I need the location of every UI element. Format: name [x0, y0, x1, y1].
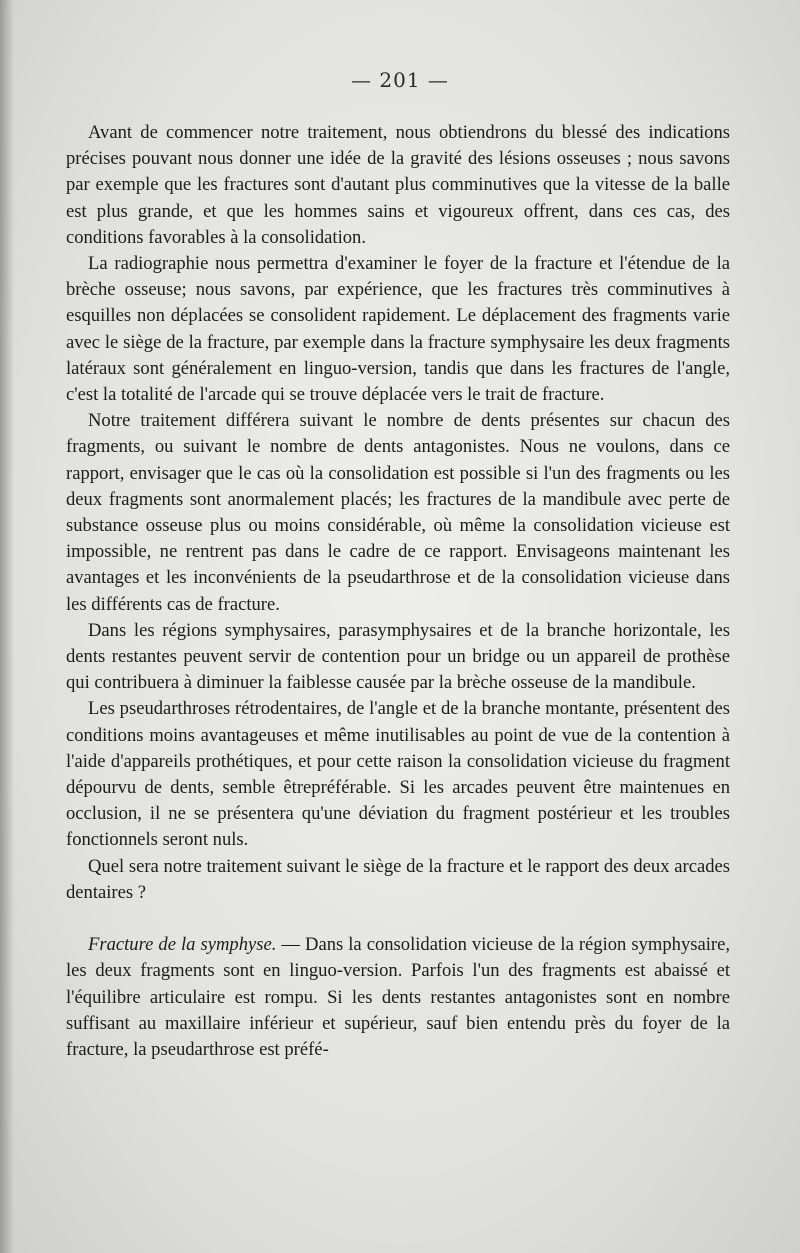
section-heading: Fracture de la symphyse.: [88, 934, 277, 956]
section-text: — Dans la consolidation vicieuse de la région symphysaire, les deux fragments sont en linguo-version. Parfois l'un des fragments est abaissé et l'équilibre articulaire est rompu. Si les dents restantes antagonistes sont en nombre suffisant au maxillaire inférieur et supérieur, sauf bien entendu près du foyer de la fracture, la pseudarthrose est préfé-: [66, 934, 731, 1060]
body-text: [66, 120, 730, 1063]
paragraph-1: Avant de commencer notre traitement, nous obtiendrons du blessé des indications précises pouvant nous donner une idée de la gravité des lésions osseuses ; nous savons par exemple que les fractures sont d'autant plus comminutives que la vitesse de la balle est plus grande, et que les hommes sains et vigoureux offrent, dans ces cas, des conditions favorables à la consolidation.: [66, 122, 730, 248]
paragraph-4: Dans les régions symphysaires, parasymphysaires et de la branche horizontale, les dents restantes peuvent servir de contention pour un bridge ou un appareil de prothèse qui contribuera à diminuer la faiblesse causée par la brèche osseuse de la mandibule.: [66, 619, 730, 694]
paragraph-5: Les pseudarthroses rétrodentaires, de l'angle et de la branche montante, présentent des conditions moins avantageuses et même inutilisables au point de vue de la contention à l'aide d'appareils prothétiques, et pour cette raison la consolidation vicieuse du fragment dépourvu de dents, semble êtrepréférable. Si les arcades peuvent être maintenues en occlusion, il ne se présentera qu'une déviation du fragment postérieur et les troubles fonctionnels seront nuls.: [66, 698, 730, 851]
page-binding-shadow: [0, 0, 14, 1253]
paragraph-2: La radiographie nous permettra d'examiner le foyer de la fracture et l'étendue de la brèche osseuse; nous savons, par expérience, que les fractures très comminutives à esquilles non déplacées se consolident rapidement. Le déplacement des fragments varie avec le siège de la fracture, par exemple dans la fracture symphysaire les deux fragments latéraux sont généralement en linguo-version, tandis que dans les fractures de l'angle, c'est la totalité de l'arcade qui se trouve déplacée vers le trait de fracture.: [66, 253, 730, 406]
page-number: — 201 —: [351, 68, 449, 92]
paragraph-3: Notre traitement différera suivant le nombre de dents présentes sur chacun des fragments, ou suivant le nombre de dents antagonistes. Nous ne voulons, dans ce rapport, envisager que le cas où la consolidation est possible si l'un des fragments ou les deux fragments sont anormalement placés; les fractures de la mandibule avec perte de substance osseuse plus ou moins considérable, où même la consolidation vicieuse est impossible, ne rentrent pas dans le cadre de ce rapport. Envisageons maintenant les avantages et les inconvénients de la pseudarthrose et de la consolidation vicieuse dans les différents cas de fracture.: [66, 410, 730, 615]
section-paragraph: [66, 932, 730, 1063]
paragraph-6: Quel sera notre traitement suivant le siège de la fracture et le rapport des deux arcades dentaires ?: [66, 855, 730, 903]
